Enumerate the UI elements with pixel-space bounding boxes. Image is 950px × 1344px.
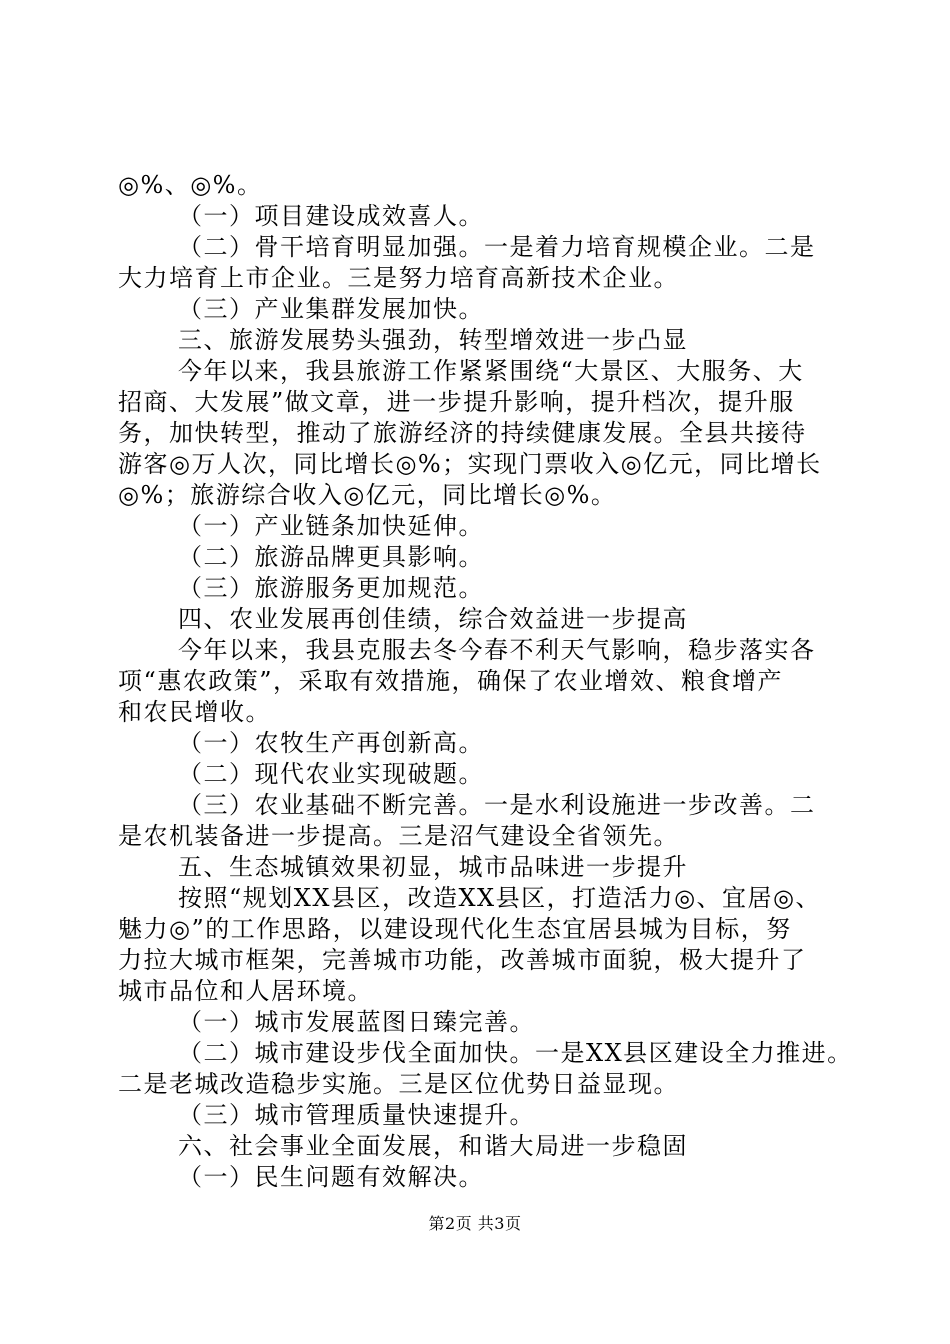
text-line: （三）产业集群发展加快。	[178, 295, 484, 323]
text-line: 招商、大发展”做文章，进一步提升影响，提升档次，提升服	[118, 388, 795, 416]
text-line: ◎%、◎%。	[118, 171, 263, 199]
text-line: （二）旅游品牌更具影响。	[178, 543, 484, 571]
text-line: 五、生态城镇效果初显，城市品味进一步提升	[178, 853, 688, 881]
text-line: 二是老城改造稳步实施。三是区位优势日益显现。	[118, 1070, 679, 1098]
text-line: （一）产业链条加快延伸。	[178, 512, 484, 540]
text-line: 按照“规划XX县区，改造XX县区，打造活力◎、宜居◎、	[178, 884, 821, 912]
text-line: 是农机装备进一步提高。三是沼气建设全省领先。	[118, 822, 679, 850]
text-line: 魅力◎”的工作思路，以建设现代化生态宜居县城为目标，努	[118, 915, 792, 943]
page-footer: 第2页 共3页	[428, 1214, 522, 1233]
text-line: 四、农业发展再创佳绩，综合效益进一步提高	[178, 605, 688, 633]
text-line: （二）城市建设步伐全面加快。一是XX县区建设全力推进。	[178, 1039, 853, 1067]
text-line: 力拉大城市框架，完善城市功能，改善城市面貌，极大提升了	[118, 946, 807, 974]
text-line: 务，加快转型，推动了旅游经济的持续健康发展。全县共接待	[118, 419, 807, 447]
text-line: 三、旅游发展势头强劲，转型增效进一步凸显	[178, 326, 688, 354]
text-line: （一）农牧生产再创新高。	[178, 729, 484, 757]
text-line: 游客◎万人次，同比增长◎%；实现门票收入◎亿元，同比增长	[118, 450, 822, 478]
text-line: （二）骨干培育明显加强。一是着力培育规模企业。二是	[178, 233, 816, 261]
text-line: （一）城市发展蓝图日臻完善。	[178, 1008, 535, 1036]
text-line: （三）旅游服务更加规范。	[178, 574, 484, 602]
text-line: 今年以来，我县旅游工作紧紧围绕“大景区、大服务、大	[178, 357, 804, 385]
text-line: （三）农业基础不断完善。一是水利设施进一步改善。二	[178, 791, 816, 819]
text-line: （二）现代农业实现破题。	[178, 760, 484, 788]
text-line: 大力培育上市企业。三是努力培育高新技术企业。	[118, 264, 679, 292]
text-line: 今年以来，我县克服去冬今春不利天气影响，稳步落实各	[178, 636, 816, 664]
text-line: （三）城市管理质量快速提升。	[178, 1101, 535, 1129]
text-line: （一）民生问题有效解决。	[178, 1163, 484, 1191]
document-body	[118, 170, 853, 1193]
text-line: 六、社会事业全面发展，和谐大局进一步稳固	[178, 1132, 688, 1160]
text-line: 和农民增收。	[118, 698, 271, 726]
text-line: ◎%；旅游综合收入◎亿元，同比增长◎%。	[118, 481, 617, 509]
text-line: 城市品位和人居环境。	[118, 977, 373, 1005]
text-line: 项“惠农政策”，采取有效措施，确保了农业增效、粮食增产	[118, 667, 784, 695]
text-line: （一）项目建设成效喜人。	[178, 202, 484, 230]
